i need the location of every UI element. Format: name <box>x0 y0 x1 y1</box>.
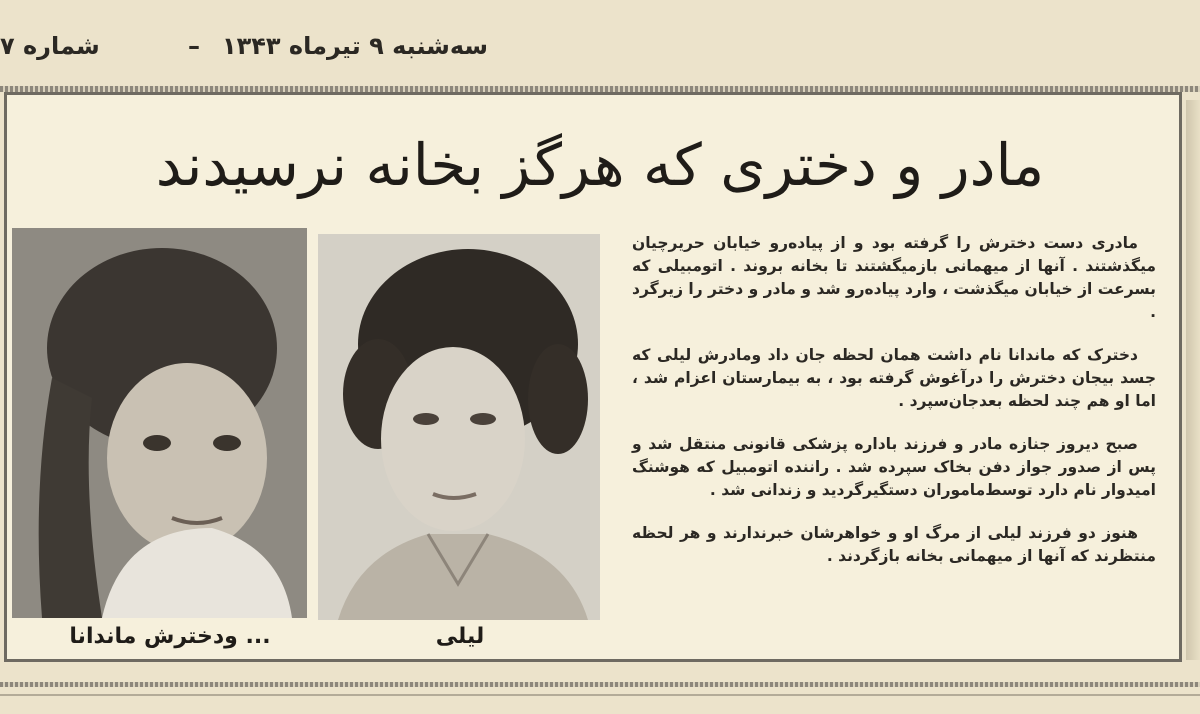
dateline <box>0 22 1200 68</box>
photo-daughter <box>12 228 307 618</box>
article-paragraph: دخترک که ماندانا نام داشت همان لحظه جان داد ومادرش لیلی که جسد بیجان دخترش را درآغوش گرفته بود ، به بیمارستان اعزام شد ، اما او هم چند لحظه بعدجان‌سپرد . <box>632 346 1156 410</box>
caption-daughter: ... ودخترش ماندانا <box>69 624 271 649</box>
dateline-separator: – <box>188 32 200 60</box>
article-paragraph: هنوز دو فرزند لیلی از مرگ او و خواهرشان خبرندارند و هر لحظه منتظرند که آنها از میهمانی بخانه بازگردند . <box>632 524 1156 565</box>
page-edge <box>1186 100 1200 660</box>
bottom-rule-thin <box>0 694 1200 696</box>
article-paragraph: صبح دیروز جنازه مادر و فرزند باداره پزشکی قانونی منتقل شد و پس از صدور جواز دفن بخاک سپرده شد . راننده اتومبیل که هوشنگ امیدوار نام دارد توسط‌ماموران دستگیرگردید و زندانی شد . <box>632 435 1156 499</box>
caption-mother: لیلی <box>435 624 485 649</box>
article-body <box>632 232 1156 652</box>
dateline-issue: شماره ۷ <box>0 32 100 60</box>
bottom-rule <box>0 682 1200 687</box>
photo-mother <box>318 234 600 620</box>
dateline-date: سه‌شنبه ۹ تیرماه ۱۳۴۳ <box>221 32 488 60</box>
article-paragraph: مادری دست دخترش را گرفته بود و از پیاده‌رو خیابان حریرچیان میگذشتند . آنها از میهمانی بازمیگشتند تا بخانه بروند . اتومبیلی که بسرعت از خیابان میگذشت ، وارد پیاده‌رو شد و مادر و دختر را زیرگرد . <box>632 234 1156 321</box>
headline: مادر و دختری که هرگز بخانه نرسیدند <box>155 131 1045 199</box>
